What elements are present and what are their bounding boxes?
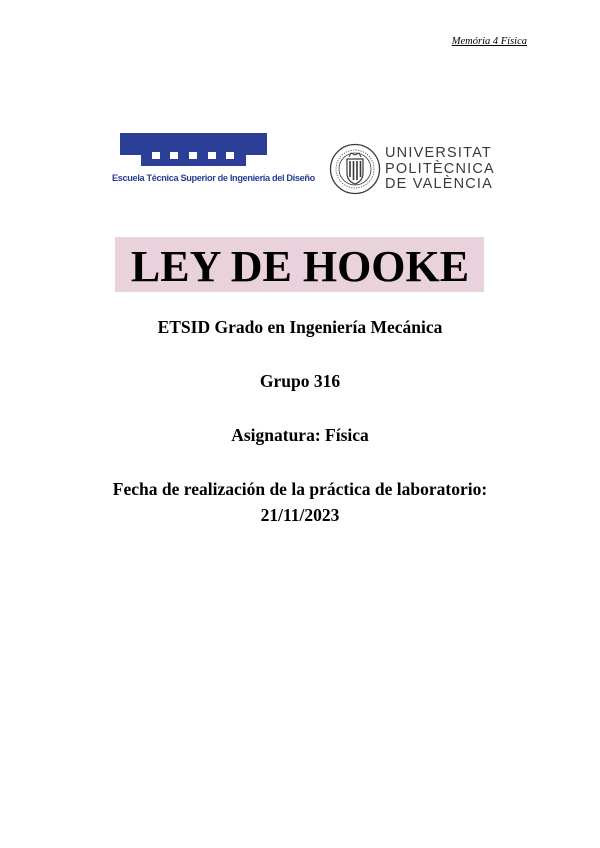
etsid-logo xyxy=(112,133,315,191)
subject-line: Asignatura: Física xyxy=(231,425,369,445)
etsid-logo-mark xyxy=(120,133,267,166)
upv-logo-line-1: UNIVERSITAT xyxy=(385,145,492,161)
upv-seal-icon xyxy=(329,143,381,195)
date-label: Fecha de realización de la práctica de laboratorio: xyxy=(112,479,488,499)
upv-logo-line-2: POLITÈCNICA xyxy=(385,160,495,177)
group-line: Grupo 316 xyxy=(259,371,341,391)
upv-logo-line-3: DE VALÈNCIA xyxy=(385,176,494,192)
etsid-logo-caption: Escuela Técnica Superior de Ingeniería del Diseño xyxy=(112,173,315,183)
document-title: LEY DE HOOKE xyxy=(130,242,470,291)
running-header: Memória 4 Física xyxy=(451,36,527,47)
upv-logo xyxy=(329,143,499,197)
date-value: 21/11/2023 xyxy=(260,505,340,525)
degree-line: ETSID Grado en Ingeniería Mecánica xyxy=(157,317,443,337)
